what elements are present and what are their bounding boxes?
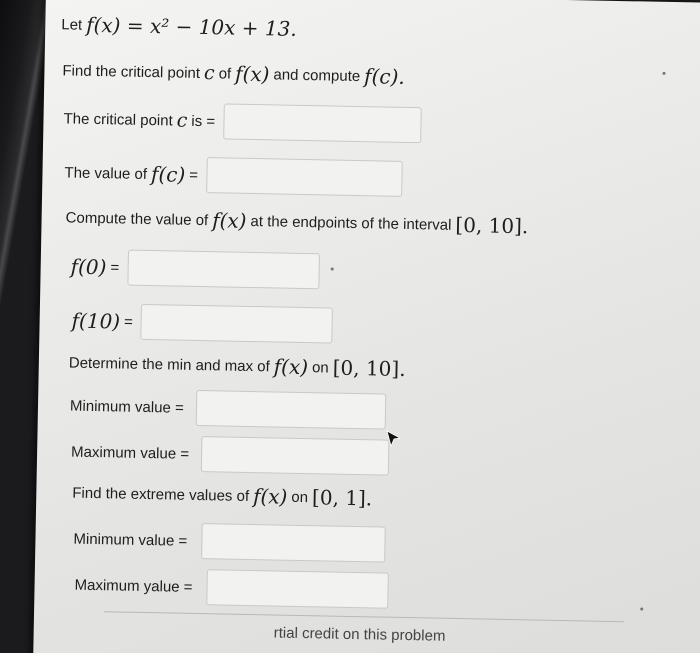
- critical-point-row: [63, 100, 421, 143]
- fc-value-input[interactable]: [206, 157, 403, 197]
- function-expression: f(x) = x² − 10x + 13.: [85, 12, 297, 41]
- fx-expression: f(x): [234, 61, 270, 87]
- minmax-prompt-text: Determine the min and max of: [68, 354, 270, 375]
- function-definition: [61, 12, 301, 41]
- critical-var: c: [203, 62, 215, 85]
- f10-row: [67, 302, 333, 343]
- interval-0-10: [0, 10].: [455, 212, 529, 239]
- critical-point-label: The critical point: [63, 109, 173, 129]
- f10-input[interactable]: [141, 304, 334, 344]
- critical-point-prompt: [62, 58, 409, 89]
- screen-speck: [640, 608, 643, 611]
- interval-0-10-b: [0, 10].: [332, 355, 406, 381]
- extreme-prompt-text: Find the extreme values of: [72, 484, 250, 505]
- endpoints-prompt-text: Compute the value of: [65, 208, 209, 229]
- min-row-2: [73, 521, 385, 563]
- partial-credit-text: rtial credit on this problem: [273, 624, 446, 645]
- minimum-label-2: Minimum value =: [73, 530, 188, 550]
- f0-label: f(0): [70, 254, 107, 280]
- critical-point-is-label: is =: [191, 112, 216, 130]
- f0-input[interactable]: [127, 250, 320, 290]
- fc-value-row: [64, 154, 402, 196]
- on-text-2: on: [291, 488, 309, 506]
- let-label: Let: [61, 15, 83, 34]
- fx-expression-4: f(x): [252, 484, 288, 509]
- endpoints-at-text: at the endpoints of the interval: [250, 212, 452, 234]
- screen-speck: [331, 268, 334, 271]
- critical-point-input[interactable]: [223, 103, 422, 143]
- maximum-input-1[interactable]: [201, 436, 390, 476]
- min-row-1: [70, 388, 386, 430]
- critical-var-2: c: [176, 109, 188, 132]
- mouse-cursor-icon: [386, 430, 402, 448]
- minimum-input-2[interactable]: [201, 523, 386, 563]
- f0-row: [66, 248, 319, 289]
- f10-equals: =: [123, 313, 134, 331]
- critical-prompt-text: Find the critical point: [62, 61, 201, 82]
- maximum-input-2[interactable]: [206, 569, 389, 608]
- and-compute-text: and compute: [273, 65, 361, 85]
- endpoints-prompt: [65, 205, 532, 238]
- max-row-1: [71, 434, 390, 476]
- interval-0-1: [0, 1].: [311, 485, 373, 511]
- minimum-input-1[interactable]: [195, 390, 386, 430]
- fc-label: f(c): [150, 162, 186, 187]
- separator-line: [104, 611, 624, 622]
- of-text: of: [218, 64, 232, 83]
- max-row-2: [74, 567, 389, 609]
- fx-expression-2: f(x): [211, 208, 247, 233]
- f0-equals: =: [110, 258, 120, 276]
- extreme-prompt: [72, 481, 376, 511]
- fx-expression-3: f(x): [273, 354, 309, 380]
- maximum-label-1: Maximum value =: [70, 443, 190, 463]
- f10-label: f(10): [71, 308, 121, 334]
- maximum-label-2: Maximum yalue =: [74, 576, 193, 596]
- screen-speck: [662, 72, 665, 75]
- fc-equals: =: [189, 166, 199, 184]
- on-text: on: [311, 358, 329, 376]
- problem-page: [33, 0, 700, 653]
- minmax-prompt: [69, 351, 410, 382]
- fc-expression: f(c).: [363, 64, 405, 89]
- value-of-label: The value of: [64, 163, 148, 183]
- minimum-label-1: Minimum value =: [69, 397, 184, 417]
